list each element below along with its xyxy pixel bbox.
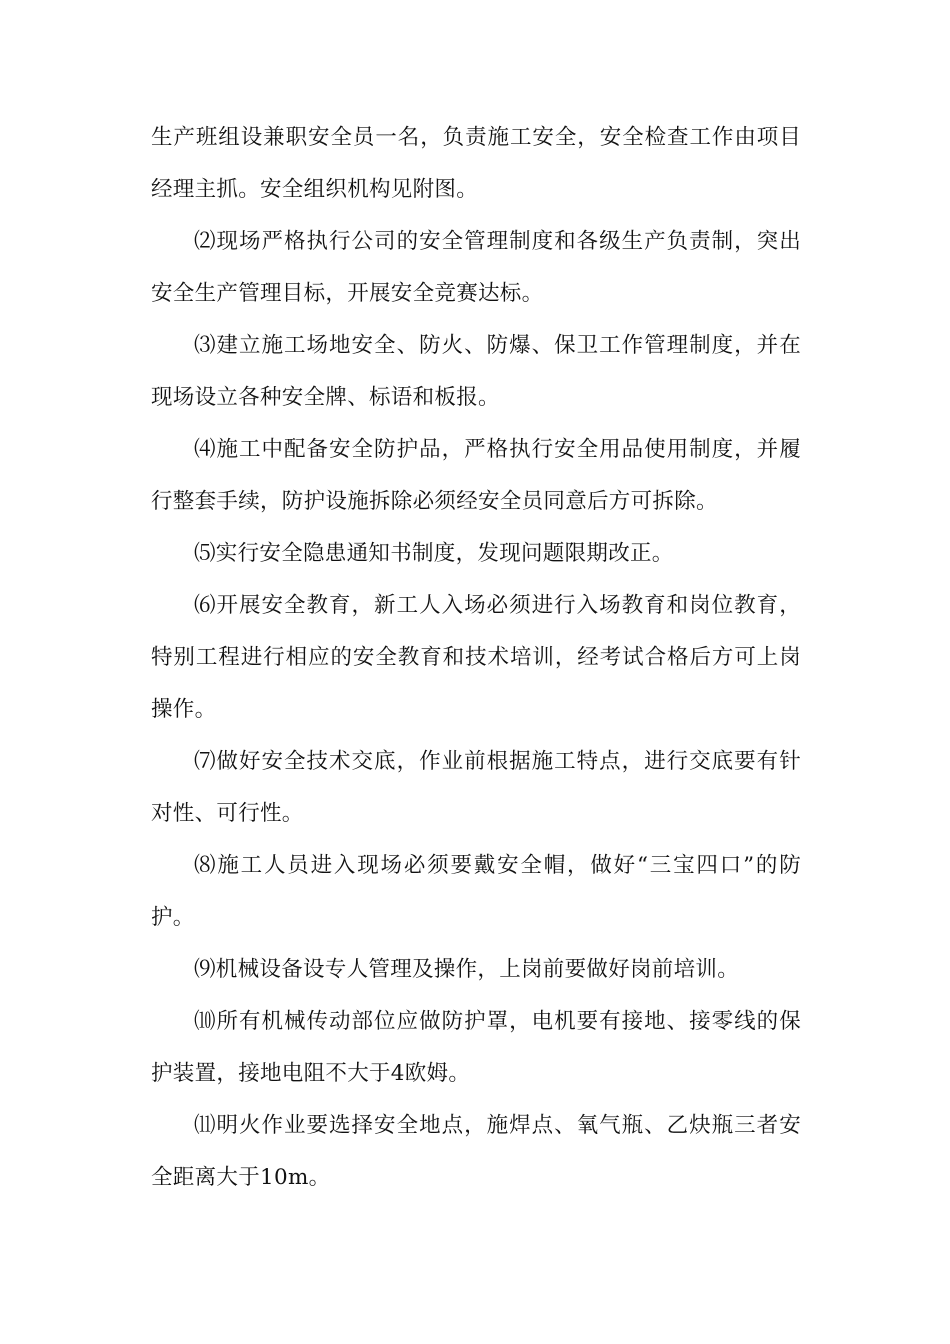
paragraph-continuation: 生产班组设兼职安全员一名，负责施工安全，安全检查工作由项目经理主抓。安全组织机构见附图。 xyxy=(151,125,801,202)
paragraph-item-4: ⑷施工中配备安全防护品，严格执行安全用品使用制度，并履行整套手续，防护设施拆除必须经安全员同意后方可拆除。 xyxy=(151,437,801,514)
paragraph-item-10: ⑽所有机械传动部位应做防护罩，电机要有接地、接零线的保护装置，接地电阻不大于4欧姆。 xyxy=(151,1009,801,1086)
paragraph-item-9: ⑼机械设备设专人管理及操作，上岗前要做好岗前培训。 xyxy=(194,957,740,982)
paragraph-item-6: ⑹开展安全教育，新工人入场必须进行入场教育和岗位教育，特别工程进行相应的安全教育和技术培训，经考试合格后方可上岗操作。 xyxy=(151,593,801,722)
paragraph-item-5: ⑸实行安全隐患通知书制度，发现问题限期改正。 xyxy=(194,541,674,566)
paragraph-item-11: ⑾明火作业要选择安全地点，施焊点、氧气瓶、乙炔瓶三者安全距离大于10m。 xyxy=(151,1113,801,1190)
paragraph-item-2: ⑵现场严格执行公司的安全管理制度和各级生产负责制，突出安全生产管理目标，开展安全竞赛达标。 xyxy=(151,229,801,306)
paragraph-item-7: ⑺做好安全技术交底，作业前根据施工特点，进行交底要有针对性、可行性。 xyxy=(151,749,801,826)
paragraph-item-8: ⑻施工人员进入现场必须要戴安全帽，做好“三宝四口”的防护。 xyxy=(151,853,801,930)
paragraph-item-3: ⑶建立施工场地安全、防火、防爆、保卫工作管理制度，并在现场设立各种安全牌、标语和板报。 xyxy=(151,333,801,410)
document-body xyxy=(151,112,801,1204)
